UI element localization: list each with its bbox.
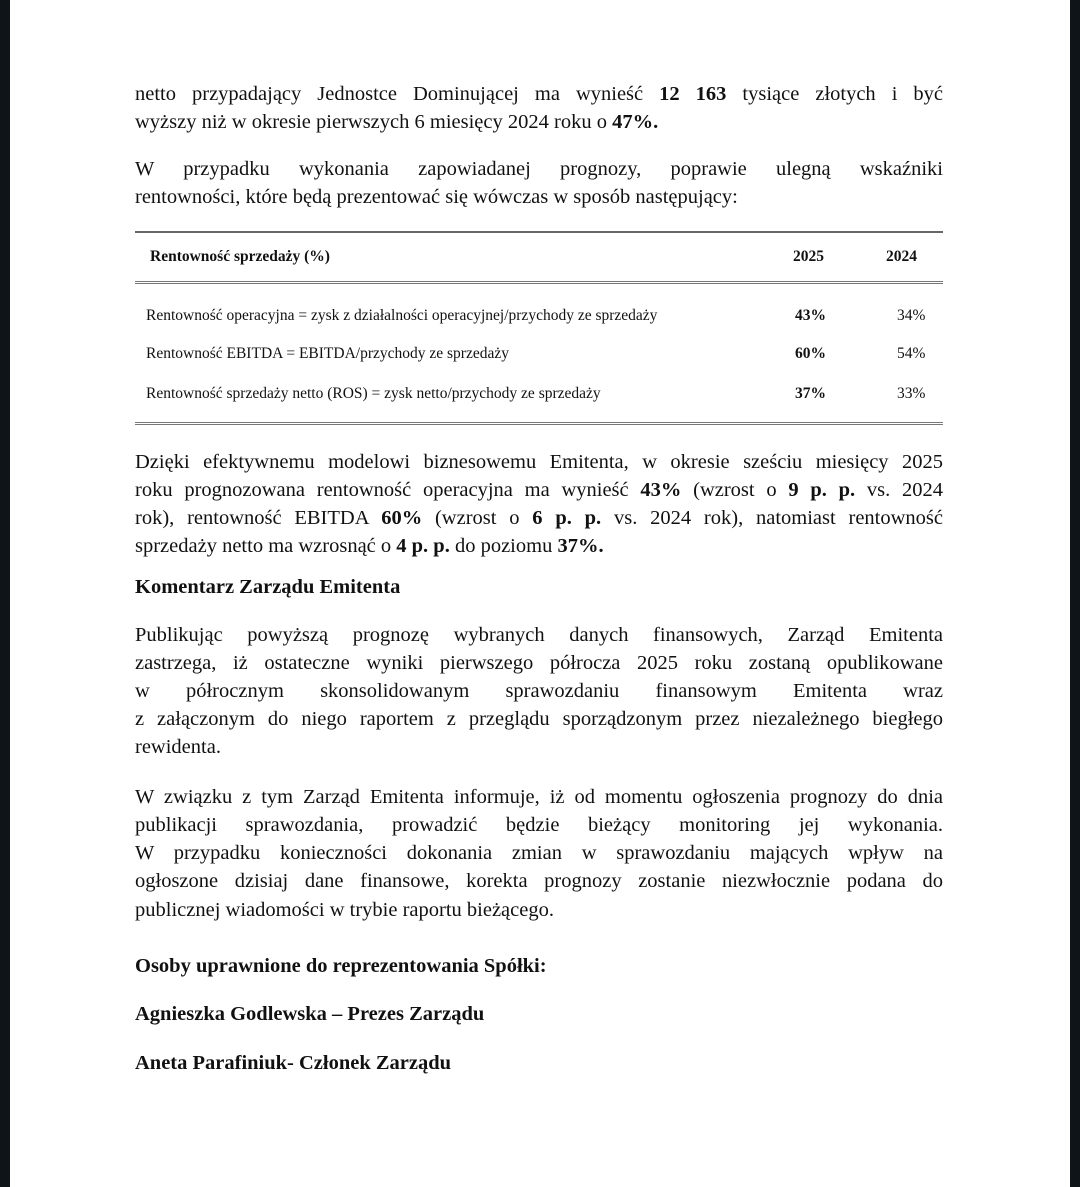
text-line (135, 705, 943, 733)
table-header-2024: 2024 (886, 248, 917, 265)
text: ogłoszone dzisiaj dane finansowe, korekta prognozy zostanie niezwłocznie podana do (135, 870, 943, 892)
text: rok), rentowność EBITDA (135, 507, 382, 529)
table-top-rule (135, 231, 943, 233)
table-header-rule (135, 281, 943, 284)
text-line (135, 504, 943, 532)
text-line (135, 80, 943, 108)
text: W przypadku konieczności dokonania zmian w sprawozdaniu mających wpływ na (135, 842, 943, 864)
text-line (135, 677, 943, 705)
text-line (135, 108, 943, 136)
text: wyższy niż w okresie pierwszych 6 miesięcy 2024 roku o (135, 111, 613, 133)
bold-text: 12 163 (659, 83, 727, 105)
text-line (135, 649, 943, 677)
row-value-2024: 54% (897, 345, 926, 362)
bold-text: 4 p. p. (396, 535, 450, 557)
text-line (135, 448, 943, 476)
text: rewidenta. (135, 736, 221, 758)
text: (wzrost o (422, 507, 533, 529)
right-screen-edge (1070, 0, 1080, 1187)
row-value-2024: 34% (897, 307, 926, 324)
text-line (135, 573, 943, 601)
text: Dzięki efektywnemu modelowi biznesowemu Emitenta, w okresie sześciu miesięcy 2025 (135, 451, 943, 473)
text-line (135, 952, 943, 980)
row-value-2024: 33% (897, 385, 926, 402)
bold-text: 9 p. p. (788, 479, 856, 501)
table-header-label: Rentowność sprzedaży (%) (150, 248, 330, 265)
text: netto przypadający Jednostce Dominującej ma wynieść (135, 83, 660, 105)
text-line (135, 867, 943, 895)
text: vs. 2024 rok), natomiast rentowność (601, 507, 943, 529)
text: sprzedaży netto ma wzrosnąć o (135, 535, 397, 557)
text-line (135, 811, 943, 839)
bold-text: Aneta Parafiniuk- Członek Zarządu (135, 1052, 452, 1074)
text: zastrzega, iż ostateczne wyniki pierwszego półrocza 2025 roku zostaną opublikowane (135, 652, 943, 674)
text: tysiące złotych i być (726, 83, 944, 105)
bold-text: 43% (640, 479, 682, 501)
text: do poziomu (449, 535, 558, 557)
text-line (135, 183, 943, 211)
text: roku prognozowana rentowność operacyjna ma wynieść (135, 479, 641, 501)
text: Publikując powyższą prognozę wybranych danych finansowych, Zarząd Emitenta (135, 624, 943, 646)
row-value-2025: 37% (795, 385, 826, 402)
text-line (135, 476, 943, 504)
text: vs. 2024 (855, 479, 943, 501)
row-label: Rentowność operacyjna = zysk z działalności operacyjnej/przychody ze sprzedaży (146, 307, 658, 324)
bold-text: Komentarz Zarządu Emitenta (135, 576, 401, 598)
row-label: Rentowność sprzedaży netto (ROS) = zysk netto/przychody ze sprzedaży (146, 385, 601, 402)
text-line (135, 733, 943, 761)
text: rentowności, które będą prezentować się wówczas w sposób następujący: (135, 186, 738, 208)
row-label: Rentowność EBITDA = EBITDA/przychody ze sprzedaży (146, 345, 509, 362)
table-header-2025: 2025 (793, 248, 824, 265)
text: W przypadku wykonania zapowiadanej prognozy, poprawie ulegną wskaźniki (135, 158, 943, 180)
left-screen-edge (0, 0, 10, 1187)
bold-text: 60% (381, 507, 423, 529)
text: publicznej wiadomości w trybie raportu bieżącego. (135, 899, 554, 921)
table-bottom-rule (135, 422, 943, 425)
text-line (135, 1049, 943, 1077)
bold-text: Osoby uprawnione do reprezentowania Spółki: (135, 955, 547, 977)
text: (wzrost o (681, 479, 789, 501)
text-line (135, 896, 943, 924)
text-line (135, 532, 943, 560)
text: publikacji sprawozdania, prowadzić będzie bieżący monitoring jej wykonania. (135, 814, 943, 836)
bold-text: 37%. (557, 535, 604, 557)
text-line (135, 621, 943, 649)
text-line (135, 839, 943, 867)
bold-text: 6 p. p. (532, 507, 602, 529)
text-line (135, 155, 943, 183)
row-value-2025: 43% (795, 307, 826, 324)
text: W związku z tym Zarząd Emitenta informuje, iż od momentu ogłoszenia prognozy do dnia (135, 786, 943, 808)
row-value-2025: 60% (795, 345, 826, 362)
text-line (135, 1000, 943, 1028)
text: z załączonym do niego raportem z przeglądu sporządzonym przez niezależnego biegłego (135, 708, 943, 730)
bold-text: Agnieszka Godlewska – Prezes Zarządu (135, 1003, 485, 1025)
text: w półrocznym skonsolidowanym sprawozdaniu finansowym Emitenta wraz (135, 680, 943, 702)
text-line (135, 783, 943, 811)
bold-text: 47%. (612, 111, 659, 133)
